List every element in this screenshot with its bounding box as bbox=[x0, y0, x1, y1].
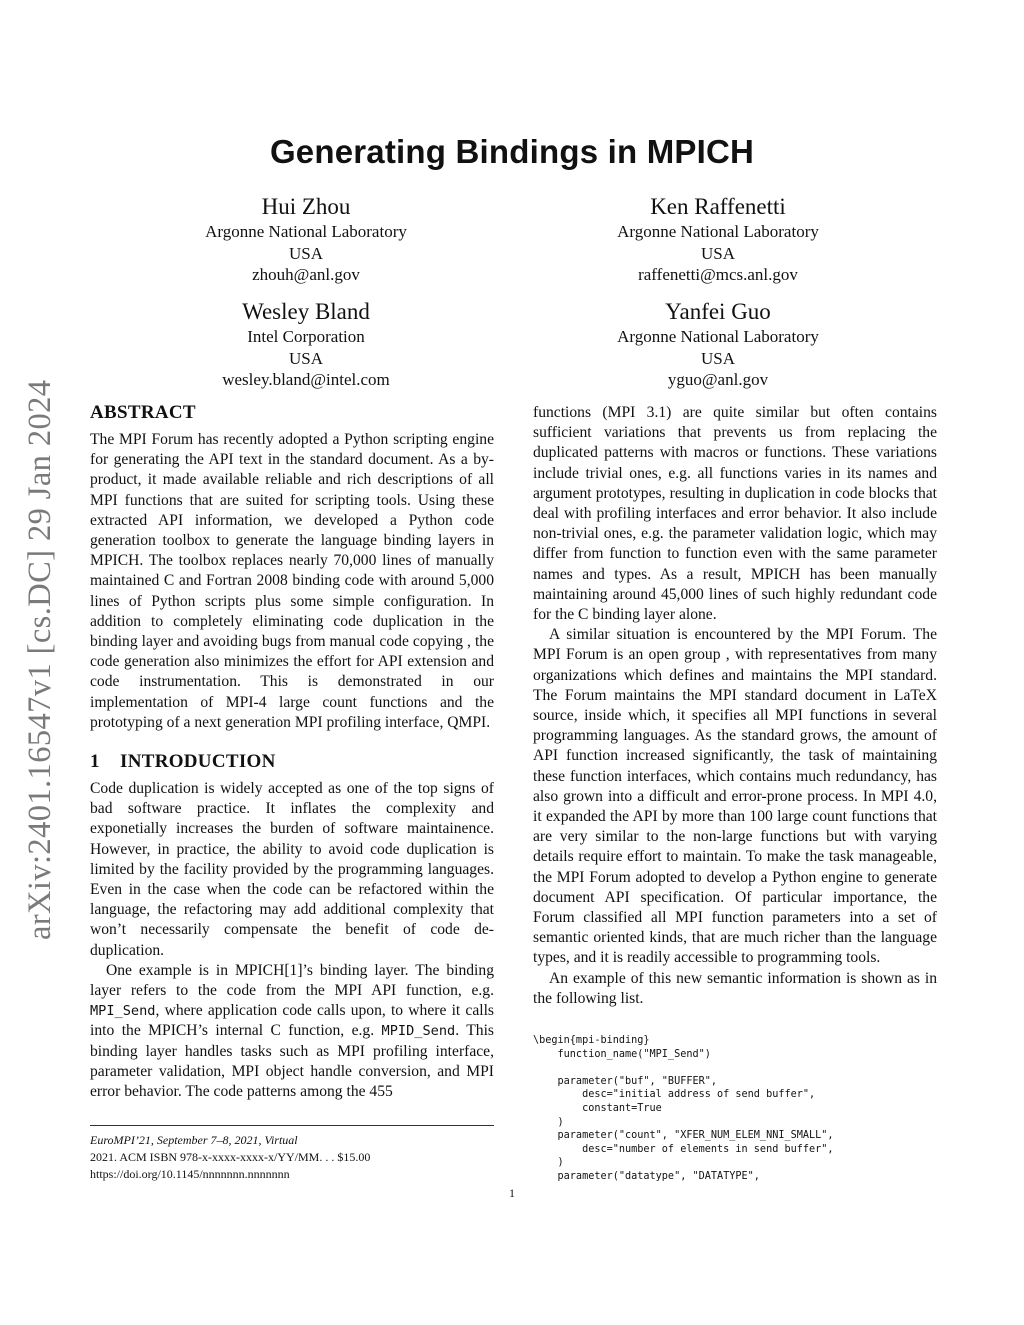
abstract-heading: ABSTRACT bbox=[90, 402, 196, 423]
author-country: USA bbox=[288, 348, 323, 368]
introduction-heading bbox=[90, 751, 494, 773]
body-paragraph-1: functions (MPI 3.1) are quite similar but often contains sufficient variations that prevents us from replacing the duplicated patterns with macros or functions. These variations include trivial ones, e.g. all functions varies in its names and argument prototypes, resulting in duplication in code blocks that deal with profiling interfaces and error behavior. It also include non-trivial ones, e.g. the parameter validation logic, which may differ from function to function even with the same parameter names and types. As a result, MPICH has been manually maintaining around 45,000 lines of such highly redundant code for the C binding layer alone. bbox=[533, 404, 937, 624]
author-affiliation: Intel Corporation bbox=[247, 327, 365, 346]
code-line: ) bbox=[533, 1116, 564, 1128]
code-line: function_name("MPI_Send") bbox=[533, 1048, 711, 1060]
left-column bbox=[90, 402, 494, 1102]
intro-paragraph-1: Code duplication is widely accepted as one of the top signs of bad software practice. It inflates the complexity and exponetially increases the burden of software maintainence. However, in practice, the ability to avoid code duplication is limited by the facility provided by the programming languages. Even in the case when the code can be refactored within the language, the refactoring may add additional complexity that won’t necessarily compensate the benefit of code de-duplication. bbox=[90, 780, 494, 959]
paper-title: Generating Bindings in MPICH bbox=[269, 133, 755, 170]
body-paragraph-2: A similar situation is encountered by the MPI Forum. The MPI Forum is an open group , with representatives from many organizations which defines and maintains the MPI standard. The Forum maintains the MPI standard document in LaTeX source, inside which, it specifies all MPI functions in several programming languages. As the standard grows, the amount of API function increased significantly, the task of maintaining these function interfaces, which contains much redundancy, has also grown into a difficult and error-prone process. In MPI 4.0, it expanded the API by more than 100 large count functions that are very similar to the non-large functions but with varying details require effort to maintain. To make the task manageable, the MPI Forum adopted to develop a Python engine to generate document API specification. Of particular importance, the Forum classified all MPI function parameters into a set of semantic oriented kinds, that are much richer than the language types, and it is readily accessible to programming tools. bbox=[533, 626, 937, 967]
inline-code-mpi-send: MPI_Send bbox=[90, 1003, 156, 1020]
intro-text: . This binding layer handles tasks such as MPI profiling interface, parameter validation, MPI object handle conversion, and MPI error behavior. The code patterns among the 455 bbox=[90, 1022, 494, 1101]
author-block-1 bbox=[141, 193, 471, 286]
author-email: zhouh@anl.gov bbox=[252, 265, 360, 284]
body-paragraph-3: An example of this new semantic information is shown as in the following list. bbox=[533, 969, 937, 1007]
page-number: 1 bbox=[509, 1186, 515, 1200]
intro-text: One example is in MPICH[1]’s binding layer. The binding layer refers to the code from the MPI API function, e.g. bbox=[90, 961, 494, 1000]
footnote-isbn: 2021. ACM ISBN 978-x-xxxx-xxxx-x/YY/MM. . . $15.00 bbox=[90, 1150, 371, 1164]
author-name: Ken Raffenetti bbox=[650, 194, 786, 219]
author-affiliation: Argonne National Laboratory bbox=[617, 222, 819, 241]
section-number: 1 bbox=[90, 751, 100, 773]
author-name: Wesley Bland bbox=[242, 299, 370, 324]
code-line: parameter("buf", "BUFFER", bbox=[533, 1075, 718, 1087]
footnote-doi-link[interactable]: https://doi.org/10.1145/nnnnnnn.nnnnnnn bbox=[90, 1167, 290, 1181]
code-line: desc="number of elements in send buffer", bbox=[533, 1143, 834, 1155]
author-country: USA bbox=[288, 243, 323, 263]
author-country: USA bbox=[700, 348, 735, 368]
code-listing bbox=[533, 1034, 953, 1184]
author-email: wesley.bland@intel.com bbox=[222, 370, 390, 389]
author-email: yguo@anl.gov bbox=[667, 370, 769, 389]
right-column bbox=[533, 403, 937, 1009]
intro-text: , where application code calls upon, to where it calls into the MPICH’s internal C function, e.g. bbox=[90, 1002, 494, 1040]
arxiv-identifier: arXiv:2401.16547v1 [cs.DC] 29 Jan 2024 bbox=[22, 379, 58, 940]
author-affiliation: Argonne National Laboratory bbox=[205, 222, 407, 241]
author-affiliation: Argonne National Laboratory bbox=[617, 327, 819, 346]
code-line: constant=True bbox=[533, 1102, 662, 1114]
inline-code-mpid-send: MPID_Send bbox=[381, 1023, 456, 1040]
author-block-2 bbox=[553, 193, 883, 286]
author-block-4 bbox=[553, 298, 883, 391]
code-line: parameter("count", "XFER_NUM_ELEM_NNI_SMALL", bbox=[533, 1130, 834, 1142]
footnote bbox=[90, 1125, 494, 1183]
author-block-3 bbox=[141, 298, 471, 391]
code-line: \begin{mpi-binding} bbox=[533, 1035, 650, 1046]
code-line bbox=[533, 1061, 953, 1075]
footnote-venue: EuroMPI’21, September 7–8, 2021, Virtual bbox=[90, 1133, 298, 1147]
code-line: parameter("datatype", "DATATYPE", bbox=[533, 1170, 760, 1182]
author-name: Hui Zhou bbox=[261, 194, 351, 219]
author-email: raffenetti@mcs.anl.gov bbox=[638, 265, 798, 284]
abstract-text: The MPI Forum has recently adopted a Python scripting engine for generating the API text in the standard document. As a by-product, it made available reliable and rich descriptions of all MPI functions that are suited for scripting tools. Using these extracted API information, we developed a Python code generation toolbox to generate the language binding layers in MPICH. The toolbox replaces nearly 70,000 lines of manually maintained C and Fortran 2008 binding code with around 5,000 lines of Python scripts plus some simple configuration. In addition to completely eliminating code duplication in the binding layer and avoiding bugs from manual code copying , the code generation also minimizes the effort for API extension and code instrumentation. This is demonstrated in our implementation of MPI-4 large count functions and the prototyping of a next generation MPI profiling interface, QMPI. bbox=[90, 431, 494, 731]
intro-paragraph-2 bbox=[90, 961, 494, 1102]
author-name: Yanfei Guo bbox=[665, 299, 771, 324]
author-country: USA bbox=[700, 243, 735, 263]
footnote-rule bbox=[90, 1125, 494, 1126]
section-title: INTRODUCTION bbox=[120, 751, 276, 773]
code-line: desc="initial address of send buffer", bbox=[533, 1089, 816, 1101]
code-line: ) bbox=[533, 1157, 564, 1169]
